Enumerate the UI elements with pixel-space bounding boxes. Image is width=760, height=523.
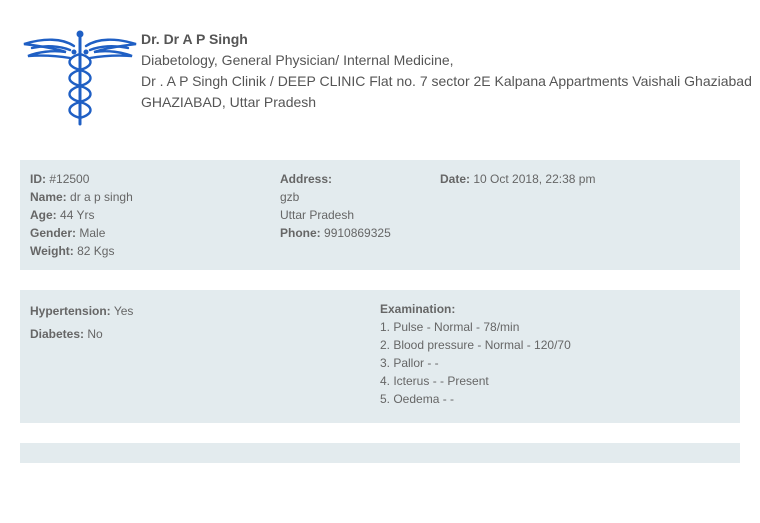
exam-item: 1. Pulse - Normal - 78/min (380, 320, 520, 334)
empty-panel (20, 443, 740, 463)
exam-item: 4. Icterus - - Present (380, 374, 489, 388)
patient-name: Name: dr a p singh (30, 190, 133, 204)
doctor-specialty: Diabetology, General Physician/ Internal Medicine, (141, 52, 454, 68)
address-line-1: gzb (280, 190, 300, 204)
patient-gender: Gender: Male (30, 226, 106, 240)
clinic-city-state: GHAZIABAD, Uttar Pradesh (141, 94, 317, 110)
hypertension-row: Hypertension: Yes (30, 304, 134, 318)
patient-details-panel (20, 160, 740, 270)
clinical-panel (20, 290, 740, 423)
address-label: Address: (280, 172, 333, 186)
doctor-info (141, 29, 752, 113)
patient-basic-column (30, 170, 133, 260)
prescription-header (0, 0, 760, 140)
address-line-2: Uttar Pradesh (280, 208, 355, 222)
patient-phone: Phone: 9910869325 (280, 226, 391, 240)
exam-item: 5. Oedema - - (380, 392, 455, 406)
patient-age: Age: 44 Yrs (30, 208, 95, 222)
patient-contact-column (280, 170, 391, 242)
clinic-address: Dr . A P Singh Clinik / DEEP CLINIC Flat no. 7 sector 2E Kalpana Appartments Vaishali Ghaziabad (141, 73, 752, 89)
examination-label: Examination: (380, 302, 456, 316)
history-column (30, 300, 133, 346)
exam-item: 2. Blood pressure - Normal - 120/70 (380, 338, 571, 352)
diabetes-row: Diabetes: No (30, 327, 103, 341)
patient-id: ID: #12500 (30, 172, 90, 186)
visit-date: Date: 10 Oct 2018, 22:38 pm (440, 172, 596, 186)
patient-weight: Weight: 82 Kgs (30, 244, 115, 258)
exam-item: 3. Pallor - - (380, 356, 439, 370)
examination-column (380, 300, 571, 408)
caduceus-icon (22, 28, 138, 128)
doctor-name: Dr. Dr A P Singh (141, 31, 248, 47)
